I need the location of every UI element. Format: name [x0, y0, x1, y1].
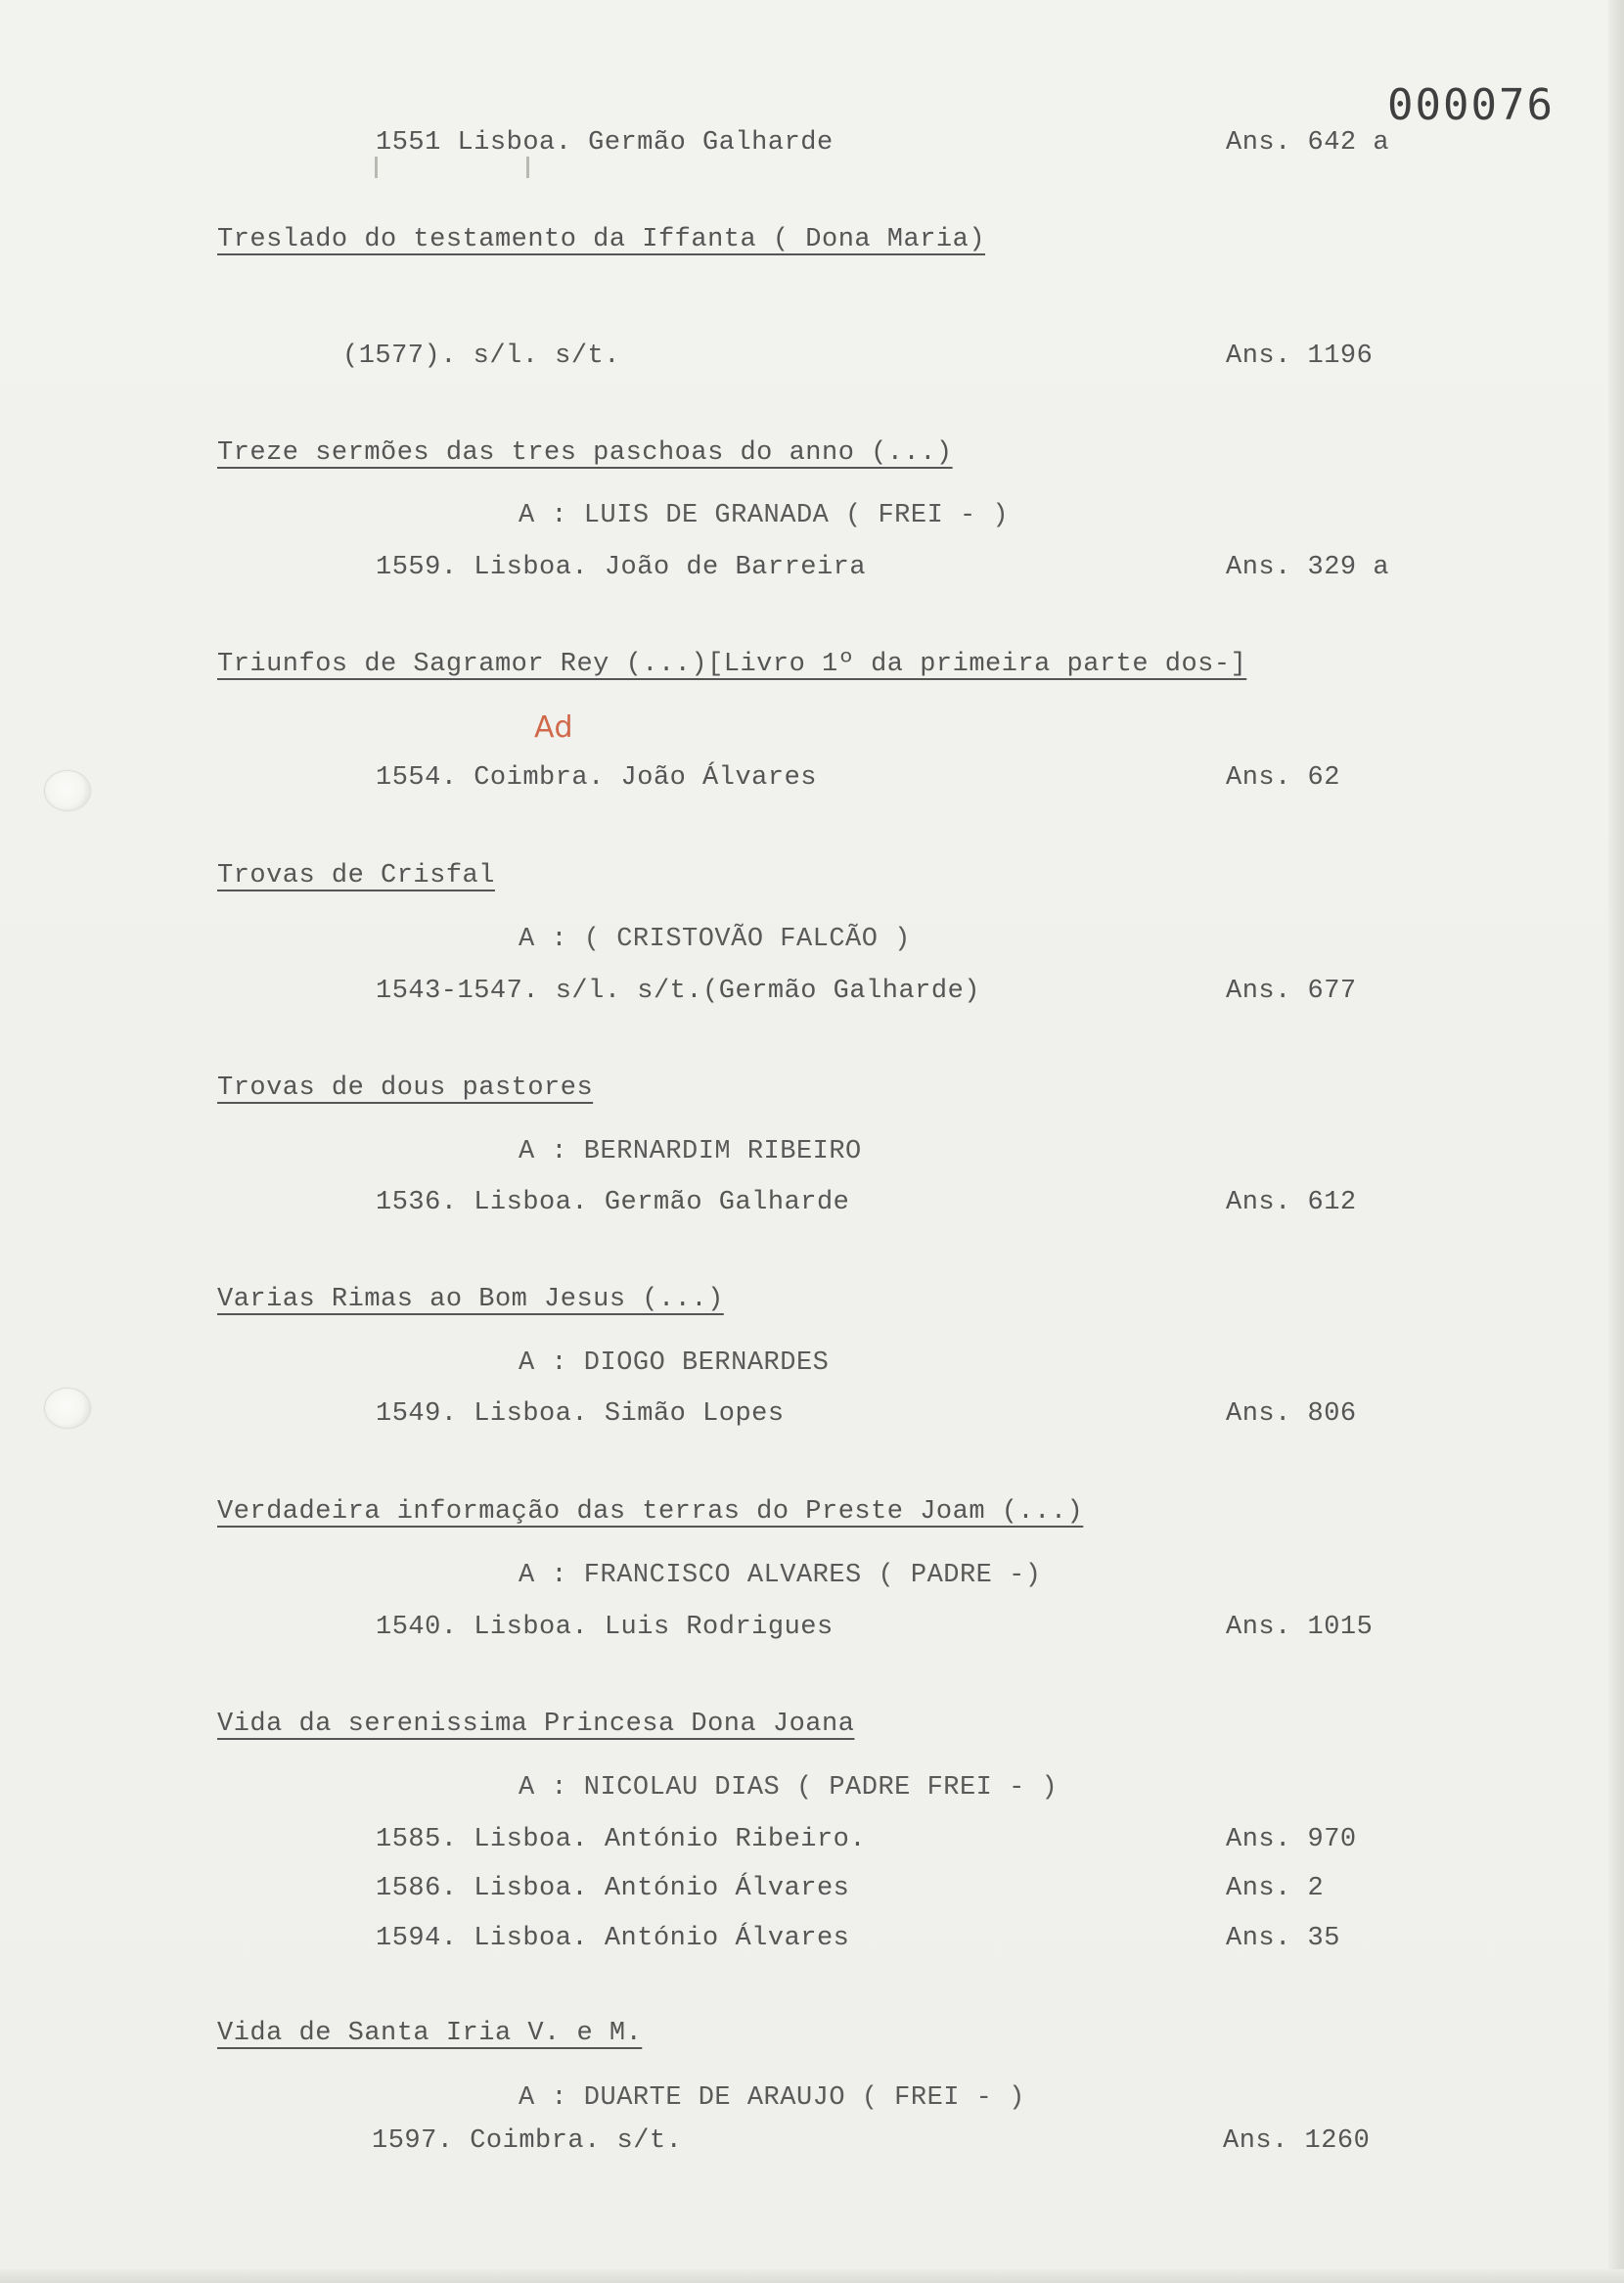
- entry-imprint: 1586. Lisboa. António Álvares: [376, 1874, 850, 1903]
- entry-imprint: 1559. Lisboa. João de Barreira: [376, 553, 867, 582]
- entry-title: Treslado do testamento da Iffanta ( Dona Maria): [217, 225, 986, 254]
- entry-imprint: 1543-1547. s/l. s/t.(Germão Galharde): [376, 977, 980, 1006]
- entry-imprint: 1594. Lisboa. António Álvares: [376, 1924, 850, 1953]
- entry-reference: Ans. 2: [1226, 1874, 1325, 1903]
- handwritten-annotation: Ad: [534, 710, 574, 745]
- entry-reference: Ans. 1260: [1223, 2126, 1371, 2156]
- entry-author: A : DIOGO BERNARDES: [519, 1348, 830, 1378]
- entry-imprint: 1540. Lisboa. Luis Rodrigues: [376, 1613, 834, 1642]
- entry-reference: Ans. 62: [1226, 763, 1340, 793]
- punch-hole-top: [45, 771, 90, 810]
- paper-edge-right: [1608, 0, 1624, 2283]
- entry-reference: Ans. 329 a: [1226, 553, 1390, 582]
- entry-imprint: (1577). s/l. s/t.: [342, 342, 620, 371]
- paper-edge-bottom: [0, 2269, 1624, 2283]
- pencil-tick: [375, 157, 378, 178]
- entry-imprint: 1536. Lisboa. Germão Galharde: [376, 1188, 850, 1217]
- page-number-stamp: 000076: [1387, 80, 1555, 130]
- entry-reference: Ans. 1196: [1226, 342, 1374, 371]
- entry-imprint: 1549. Lisboa. Simão Lopes: [376, 1399, 785, 1429]
- entry-title: Verdadeira informação das terras do Preste Joam (...): [217, 1497, 1084, 1527]
- entry-reference: Ans. 970: [1226, 1825, 1357, 1854]
- entry-imprint: 1554. Coimbra. João Álvares: [376, 763, 817, 793]
- entry-author: A : NICOLAU DIAS ( PADRE FREI - ): [519, 1773, 1059, 1803]
- entry-reference: Ans. 806: [1226, 1399, 1357, 1429]
- entry-title: Vida de Santa Iria V. e M.: [217, 2019, 643, 2048]
- entry-reference: Ans. 35: [1226, 1924, 1340, 1953]
- header-imprint: 1551 Lisboa. Germão Galharde: [376, 128, 834, 158]
- header-reference: Ans. 642 a: [1226, 128, 1390, 158]
- pencil-tick: [526, 157, 529, 178]
- entry-title: Trovas de dous pastores: [217, 1073, 594, 1103]
- entry-title: Varias Rimas ao Bom Jesus (...): [217, 1285, 724, 1314]
- entry-author: A : DUARTE DE ARAUJO ( FREI - ): [519, 2083, 1025, 2113]
- entry-title: Trovas de Crisfal: [217, 861, 495, 890]
- entry-imprint: 1597. Coimbra. s/t.: [372, 2126, 683, 2156]
- punch-hole-bottom: [45, 1389, 90, 1428]
- entry-reference: Ans. 677: [1226, 977, 1357, 1006]
- entry-imprint: 1585. Lisboa. António Ribeiro.: [376, 1825, 867, 1854]
- entry-author: A : ( CRISTOVÃO FALCÃO ): [519, 925, 911, 954]
- entry-reference: Ans. 1015: [1226, 1613, 1374, 1642]
- entry-author: A : LUIS DE GRANADA ( FREI - ): [519, 501, 1010, 530]
- entry-author: A : FRANCISCO ALVARES ( PADRE -): [519, 1561, 1042, 1590]
- entry-title: Triunfos de Sagramor Rey (...)[Livro 1º da primeira parte dos-]: [217, 650, 1247, 679]
- entry-title: Vida da serenissima Princesa Dona Joana: [217, 1710, 855, 1739]
- entry-author: A : BERNARDIM RIBEIRO: [519, 1137, 862, 1166]
- entry-reference: Ans. 612: [1226, 1188, 1357, 1217]
- entry-title: Treze sermões das tres paschoas do anno (...): [217, 438, 953, 468]
